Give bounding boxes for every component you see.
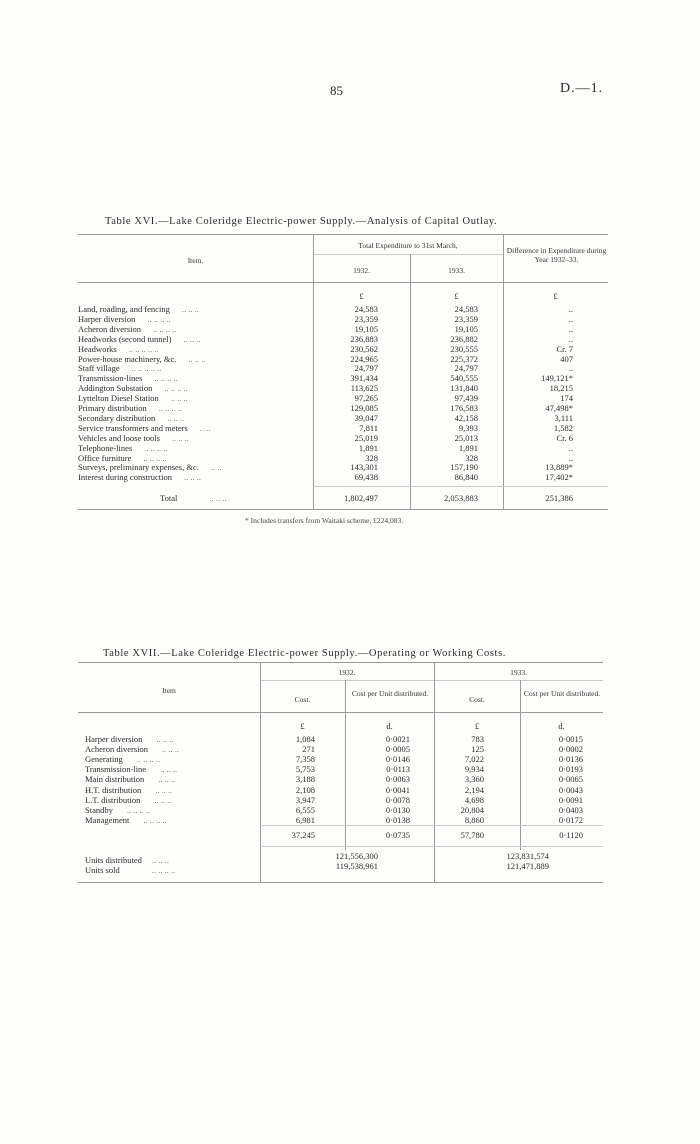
table16-cell-diff: Cr. 6 [556, 432, 573, 443]
table16-row-label [78, 344, 158, 354]
table17-cell-c33: 4,698 [464, 794, 484, 805]
table16-cell-diff: .. [568, 323, 573, 334]
table16-row-label [78, 354, 205, 364]
table16-cell-diff: .. [568, 333, 573, 344]
table16-row-label [78, 363, 161, 373]
table16-cell-y1932: 230,562 [350, 343, 378, 354]
table16-cell-y1932: 39,047 [354, 412, 378, 423]
table16-row-label [78, 383, 188, 393]
table16-total-1932: 1,802,497 [344, 493, 378, 503]
table16-total-text: Total [160, 493, 178, 503]
table16-cell-y1932: 7,811 [359, 422, 378, 433]
table16-cell-y1933: 328 [465, 452, 478, 463]
table17-row-label [85, 805, 150, 815]
table17-cell-u32: 0·0138 [385, 814, 410, 825]
table17-item-text: Main distribution [85, 774, 145, 785]
table16-cell-y1933: 23,359 [454, 313, 478, 324]
table17-row-label [85, 774, 175, 784]
table17-caption: Table XVII.—Lake Coleridge Electric-power Supply.—Operating or Working Costs. [103, 648, 506, 659]
table17-row-label [85, 764, 177, 774]
table16-cell-y1932: 69,438 [354, 472, 378, 483]
table17-cell-u33: 0·0172 [558, 814, 583, 825]
table17-cell-u32: 0·0041 [385, 784, 410, 795]
leader-dots: .. .. .. [188, 353, 206, 364]
table16-row-label [78, 453, 167, 463]
table16-cell-y1933: 24,583 [454, 304, 478, 314]
table16-cell-y1933: 157,190 [450, 462, 478, 473]
table16-cell-diff: .. [568, 363, 573, 374]
table16-group-rule [313, 254, 503, 255]
table16-col-1933: 1933. [448, 266, 465, 275]
table17-year-1932: 1932. [338, 668, 356, 677]
leader-dots: .. .. .. .. .. [128, 343, 159, 354]
table16-cell-y1932: 24,583 [354, 304, 378, 314]
table16-cell-y1933: 236,882 [450, 333, 478, 344]
leader-dots: .. .. .. [156, 734, 174, 744]
table16-item-text: Telephone-lines [78, 442, 133, 453]
table16-cell-diff: .. [568, 442, 573, 453]
table16-cell-y1932: 236,883 [350, 333, 378, 344]
table17-item-text: Transmission-line [85, 764, 147, 775]
table17-units-sold-label [85, 865, 175, 875]
table17-cell-u32: 0·0078 [385, 794, 410, 805]
table17-cost-header-1932: Cost. [294, 695, 311, 704]
table17-units-sold-1932: 119,538,961 [335, 861, 378, 871]
table16-top-rule [78, 234, 608, 235]
table17-cell-c33: 3,360 [464, 774, 484, 785]
table16-item-text: Land, roading, and fencing [78, 304, 170, 314]
table16-cell-diff: 3,111 [554, 412, 573, 423]
table17-cell-u33: 0·0065 [558, 774, 583, 785]
table17-total-rule-top [260, 825, 603, 826]
table16-header-rule [78, 282, 608, 283]
table17-cell-u32: 0·0005 [385, 744, 410, 755]
table16-item-text: Transmission-lines [78, 373, 143, 384]
table17-item-text: Harper diversion [85, 734, 143, 744]
table16-item-text: Service transformers and meters [78, 422, 188, 433]
table16-cell-diff: 149,121* [541, 373, 573, 384]
table16-cell-y1933: 1,891 [458, 442, 478, 453]
table16-item-text: Power-house machinery, &c. [78, 353, 177, 364]
table17-cell-c32: 7,358 [295, 754, 315, 765]
table17-cost-header-1933: Cost. [469, 695, 485, 704]
table16-cell-y1932: 25,019 [354, 432, 378, 443]
table17-costunit-header-1933: Cost per Unit distributed. [523, 689, 601, 698]
table16-row-label [78, 472, 201, 482]
table17-bottom-rule [78, 882, 603, 883]
table16-row-label [78, 433, 189, 443]
table16-cell-y1933: 540,555 [450, 373, 478, 384]
table16-row-label [78, 403, 182, 413]
table17-item-text: Management [85, 814, 130, 825]
table17-cell-c32: 5,753 [295, 764, 315, 775]
table17-units-distributed-1933: 123,831,574 [506, 851, 549, 861]
table16-total-rule [313, 486, 608, 487]
table16-cell-diff: 174 [560, 393, 573, 404]
table17-units-sold-1933: 121,471,889 [506, 861, 549, 871]
table17-cell-u33: 0·0015 [558, 734, 583, 744]
table16-cell-y1932: 24,797 [354, 363, 378, 374]
table17-cell-c33: 2,194 [464, 784, 484, 795]
leader-dots: .. .. .. .. [144, 442, 168, 453]
table16-item-text: Surveys, preliminary expenses, &c. [78, 462, 199, 473]
table16-cell-y1932: 143,301 [350, 462, 378, 473]
table16-group-header: Total Expenditure to 31st March, [358, 241, 458, 250]
table16-footnote: * Includes transfers from Waitaki scheme, £224,083. [245, 516, 404, 525]
leader-dots: .. .. .. .. [136, 754, 161, 765]
table16-cell-diff: 47,498* [545, 403, 573, 413]
leader-dots: .. .. .. [155, 784, 173, 795]
table17-cell-u33: 0·0091 [558, 794, 583, 805]
table17-cell-u33: 0·0136 [558, 754, 583, 765]
table17-total-unit-1932: 0·0735 [385, 830, 410, 840]
leader-dots: .. .. [210, 462, 222, 473]
table17-cell-u32: 0·0146 [385, 754, 410, 765]
table16-item-text: Secondary distribution [78, 412, 156, 423]
leader-dots: .. .. .. [170, 393, 188, 404]
table16-cell-y1932: 1,891 [358, 442, 378, 453]
table17-cell-c33: 7,022 [464, 754, 484, 765]
leader-dots: .. .. .. .. [154, 373, 178, 384]
table17-cell-c33: 9,934 [464, 764, 484, 775]
table17-total-cost-1932: 37,245 [291, 830, 315, 840]
table16-item-text: Office furniture [78, 452, 132, 463]
table17-top-rule [78, 662, 603, 663]
leader-dots: .. .. [199, 422, 211, 433]
leader-dots: .. .. .. [183, 472, 201, 483]
table16-row-label [78, 314, 171, 324]
table17-total-unit-1933: 0·1120 [559, 830, 583, 840]
table17-unit-pound-1932: £ [300, 721, 305, 731]
table16-item-text: Acheron diversion [78, 323, 142, 334]
table16-cell-y1933: 9,393 [458, 422, 478, 433]
table16-cell-y1933: 25,013 [454, 432, 478, 443]
table17-year-rule [260, 680, 603, 681]
table17-cell-u33: 0·0403 [558, 804, 583, 815]
table17-item-text: H.T. distribution [85, 784, 142, 795]
table16-cell-y1932: 224,965 [350, 353, 378, 364]
table16-total-1933: 2,053,883 [444, 493, 478, 503]
table16-cell-diff: 13,889* [545, 462, 573, 473]
table16-row-label [78, 334, 200, 344]
table16-row-label [78, 304, 199, 314]
table16-unit-1933: £ [454, 291, 459, 301]
table17-cell-u32: 0·0021 [385, 734, 410, 744]
table16-row-label [78, 393, 188, 403]
leader-dots: .. .. .. [162, 744, 180, 755]
table17-row-label [85, 815, 167, 825]
table17-cell-u33: 0·0193 [558, 764, 583, 775]
table16-item-text: Addington Substation [78, 383, 153, 394]
table16-total-label [160, 493, 226, 503]
table17-row-label [85, 785, 172, 795]
table16-row-label [78, 324, 176, 334]
units-distributed-text: Units distributed [85, 855, 142, 865]
table16-cell-y1932: 23,359 [354, 313, 378, 324]
table17-header-rule [78, 712, 603, 713]
table17-costunit-header-1932: Cost per Unit distributed. [351, 689, 429, 698]
table16-cell-y1932: 19,105 [354, 323, 378, 334]
table17-row-label [85, 744, 179, 754]
table16-cell-y1933: 97,439 [454, 393, 478, 404]
table16-col-1932: 1932. [353, 266, 370, 275]
table16-cell-diff: .. [568, 313, 573, 324]
leader-dots: .. .. .. [152, 855, 170, 865]
leader-dots: .. .. .. [160, 764, 178, 775]
table16-item-text: Staff village [78, 363, 120, 374]
table17-item-text: Generating [85, 754, 123, 765]
table16-item-text: Vehicles and loose tools [78, 432, 160, 443]
table16-cell-y1933: 42,158 [454, 412, 478, 423]
table16-cell-diff: 18,215 [549, 383, 573, 394]
table17-row-label [85, 734, 173, 744]
leader-dots: .. .. .. [183, 333, 201, 344]
leader-dots: .. .. .. .. [143, 814, 167, 825]
table16-diff-header: Difference in Expenditure during Year 1932–33. [506, 246, 607, 264]
table17-total-rule-bottom [260, 846, 603, 847]
table17-cell-c32: 1,084 [295, 734, 315, 744]
table16-cell-y1932: 129,085 [350, 403, 378, 413]
table17-item-text: L.T. distribution [85, 794, 141, 805]
table17-cell-u32: 0·0113 [386, 764, 410, 775]
table16-item-text: Headworks (second tunnel) [78, 333, 172, 344]
table17-row-label [85, 754, 160, 764]
leader-dots: .. .. .. .. .. [131, 363, 162, 374]
table17-cell-c32: 271 [302, 744, 315, 755]
table16-cell-y1932: 328 [365, 452, 378, 463]
table17-cell-c32: 2,108 [295, 784, 315, 795]
table16-unit-1932: £ [359, 291, 364, 301]
table16-cell-diff: Cr. 7 [556, 343, 573, 354]
table16-cell-diff: 17,402* [545, 472, 573, 483]
table17-unit-pence-1932: d. [386, 721, 393, 731]
table16-row-label [78, 413, 184, 423]
table17-cell-c33: 8,860 [464, 814, 484, 825]
table17-item-text: Acheron diversion [85, 744, 149, 755]
table16-item-text: Harper diversion [78, 313, 136, 324]
table17-item-header: Item [162, 686, 176, 695]
table17-cell-u33: 0·0043 [558, 784, 583, 795]
table16-item-text: Headworks [78, 343, 117, 354]
table16-cell-y1933: 225,372 [450, 353, 478, 364]
table17-cell-c32: 3,947 [295, 794, 315, 805]
table17-unit-pound-1933: £ [474, 721, 480, 731]
leader-dots: .. .. .. .. [151, 865, 176, 875]
leader-dots: .. .. .. .. [153, 323, 177, 334]
leader-dots: .. .. .. .. [147, 313, 171, 324]
table17-cell-c32: 6,981 [295, 814, 315, 825]
table17-cell-c33: 783 [471, 734, 484, 744]
table16-item-text: Lyttelton Diesel Station [78, 393, 159, 404]
leader-dots: .. .. .. .. [126, 804, 151, 815]
table16-cell-y1933: 19,105 [454, 323, 478, 334]
table17-item-text: Standby [85, 804, 113, 815]
table17-unit-pence-1933: d. [558, 721, 565, 731]
table17-units-distributed-label [85, 855, 169, 865]
table16-cell-y1932: 113,625 [350, 383, 378, 394]
table16-cell-y1933: 230,555 [450, 343, 478, 354]
leader-dots: .. .. .. .. [143, 452, 167, 463]
table16-row-label [78, 462, 221, 472]
table16-cell-diff: 407 [560, 353, 573, 364]
table16-cell-y1933: 131,840 [450, 383, 478, 394]
leader-dots: .. .. .. [158, 774, 176, 785]
table17-cell-u33: 0·0002 [558, 744, 583, 755]
units-sold-text: Units sold [85, 865, 120, 875]
table17-cell-c33: 125 [471, 744, 484, 755]
leader-dots: .. .. .. [154, 794, 172, 805]
table16-bottom-rule [78, 509, 608, 510]
table17-year-1933: 1933. [510, 668, 527, 677]
table16-cell-diff: .. [568, 304, 573, 314]
table16-item-text: Primary distribution [78, 403, 147, 413]
table16-cell-y1933: 86,840 [454, 472, 478, 483]
table16-cell-diff: .. [568, 452, 573, 463]
table16-total-diff: 251,386 [545, 493, 573, 503]
leader-dots: .. .. .. .. [158, 403, 183, 413]
table16-cell-y1932: 391,434 [350, 373, 378, 384]
leader-dots: .. .. .. [181, 304, 199, 314]
table17-cell-c32: 3,188 [295, 774, 315, 785]
table16-caption: Table XVI.—Lake Coleridge Electric-power Supply.—Analysis of Capital Outlay. [105, 216, 498, 227]
leader-dots: .. .. .. [209, 493, 227, 503]
table16-cell-y1933: 24,797 [454, 363, 478, 374]
table16-item-header: Item. [187, 256, 204, 265]
table17-cell-c33: 20,804 [460, 804, 484, 815]
table16-row-label [78, 443, 168, 453]
table17-cell-u32: 0·0063 [385, 774, 410, 785]
document-reference: D.—1. [560, 81, 604, 96]
table17-cell-c32: 6,555 [295, 804, 315, 815]
table17-row-label [85, 795, 171, 805]
table16-cell-y1933: 176,583 [450, 403, 478, 413]
table17-units-distributed-1932: 121,556,300 [335, 851, 378, 861]
table17-total-cost-1933: 57,780 [460, 830, 484, 840]
table16-unit-diff: £ [553, 291, 558, 301]
leader-dots: .. .. .. [167, 412, 185, 423]
table16-row-label [78, 373, 178, 383]
table16-row-label [78, 423, 210, 433]
table17-cell-u32: 0·0130 [385, 804, 410, 815]
page-number: 85 [330, 83, 343, 98]
table16-cell-diff: 1,582 [553, 422, 573, 433]
table16-item-text: Interest during construction [78, 472, 172, 483]
table16-cell-y1932: 97,265 [354, 393, 378, 404]
leader-dots: .. .. .. [171, 432, 189, 443]
leader-dots: .. .. .. .. [164, 383, 188, 394]
